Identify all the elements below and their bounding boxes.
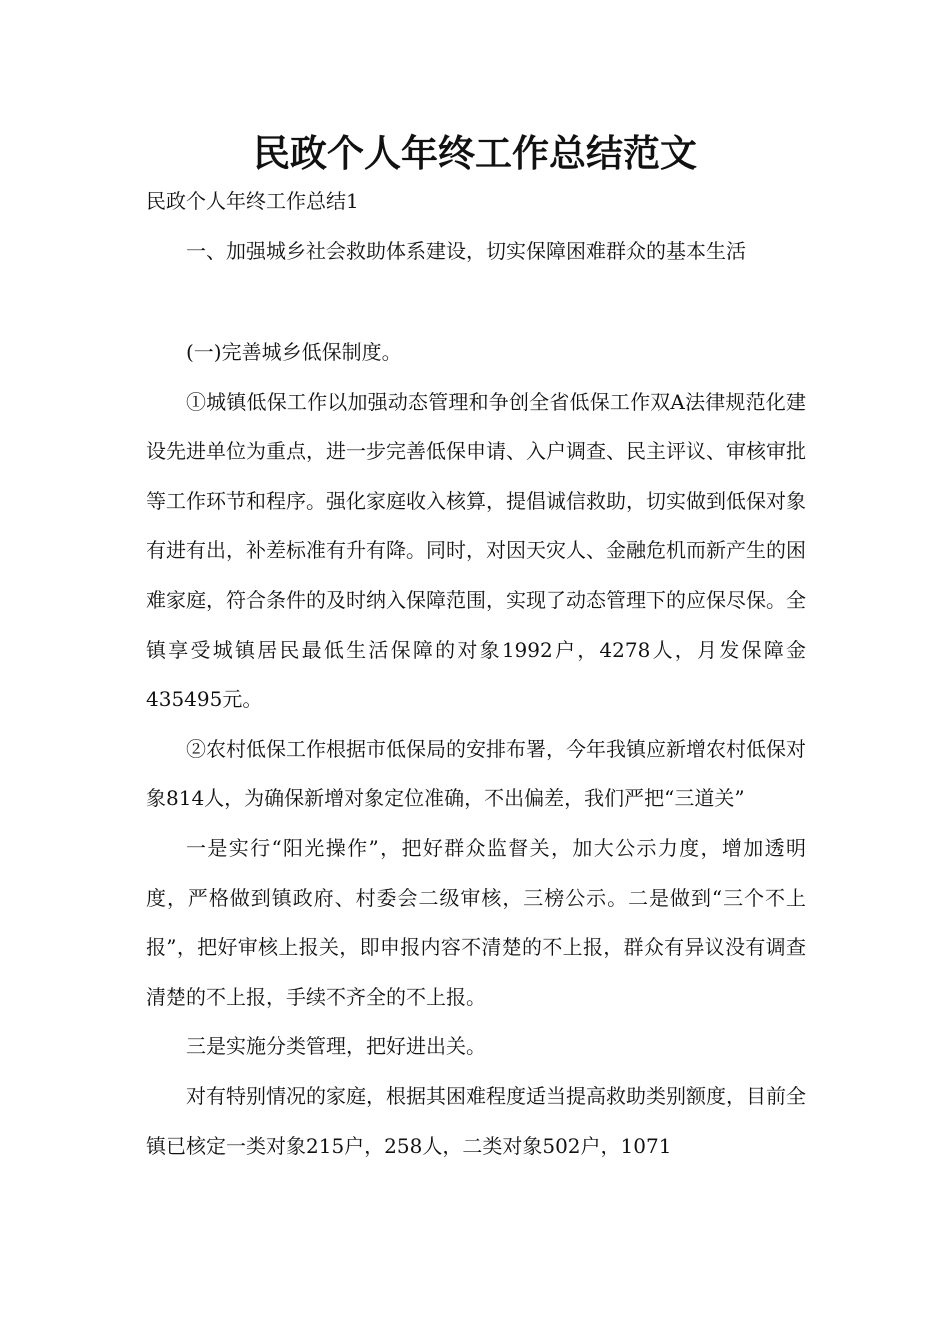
paragraph: ②农村低保工作根据市低保局的安排布署，今年我镇应新增农村低保对象814人，为确保新增对象定位准确，不出偏差，我们严把“三道关” — [146, 736, 806, 811]
paragraph: 对有特别情况的家庭，根据其困难程度适当提高救助类别额度，目前全镇已核定一类对象215户，258人，二类对象502户，1071 — [146, 1083, 806, 1158]
paragraph: 一是实行“阳光操作”，把好群众监督关，加大公示力度，增加透明度，严格做到镇政府、村委会二级审核，三榜公示。二是做到“三个不上报”，把好审核上报关，即申报内容不清楚的不上报，群众有异议没有调查清楚的不上报，手续不齐全的不上报。 — [146, 835, 806, 1009]
paragraph: (一)完善城乡低保制度。 — [186, 340, 402, 364]
document-subtitle: 民政个人年终工作总结1 — [146, 189, 359, 213]
section-heading: 一、加强城乡社会救助体系建设，切实保障困难群众的基本生活 — [186, 239, 746, 263]
document-title: 民政个人年终工作总结范文 — [253, 131, 697, 175]
paragraph: ①城镇低保工作以加强动态管理和争创全省低保工作双A法律规范化建设先进单位为重点，进一步完善低保申请、入户调查、民主评议、审核审批等工作环节和程序。强化家庭收入核算，提倡诚信救助，切实做到低保对象有进有出，补差标准有升有降。同时，对因天灾人、金融危机而新产生的困难家庭，符合条件的及时纳入保障范围，实现了动态管理下的应保尽保。全镇享受城镇居民最低生活保障的对象1992户，4278人，月发保障金435495元。 — [146, 389, 806, 712]
paragraph: 三是实施分类管理，把好进出关。 — [186, 1034, 486, 1059]
document-body — [146, 328, 806, 1171]
